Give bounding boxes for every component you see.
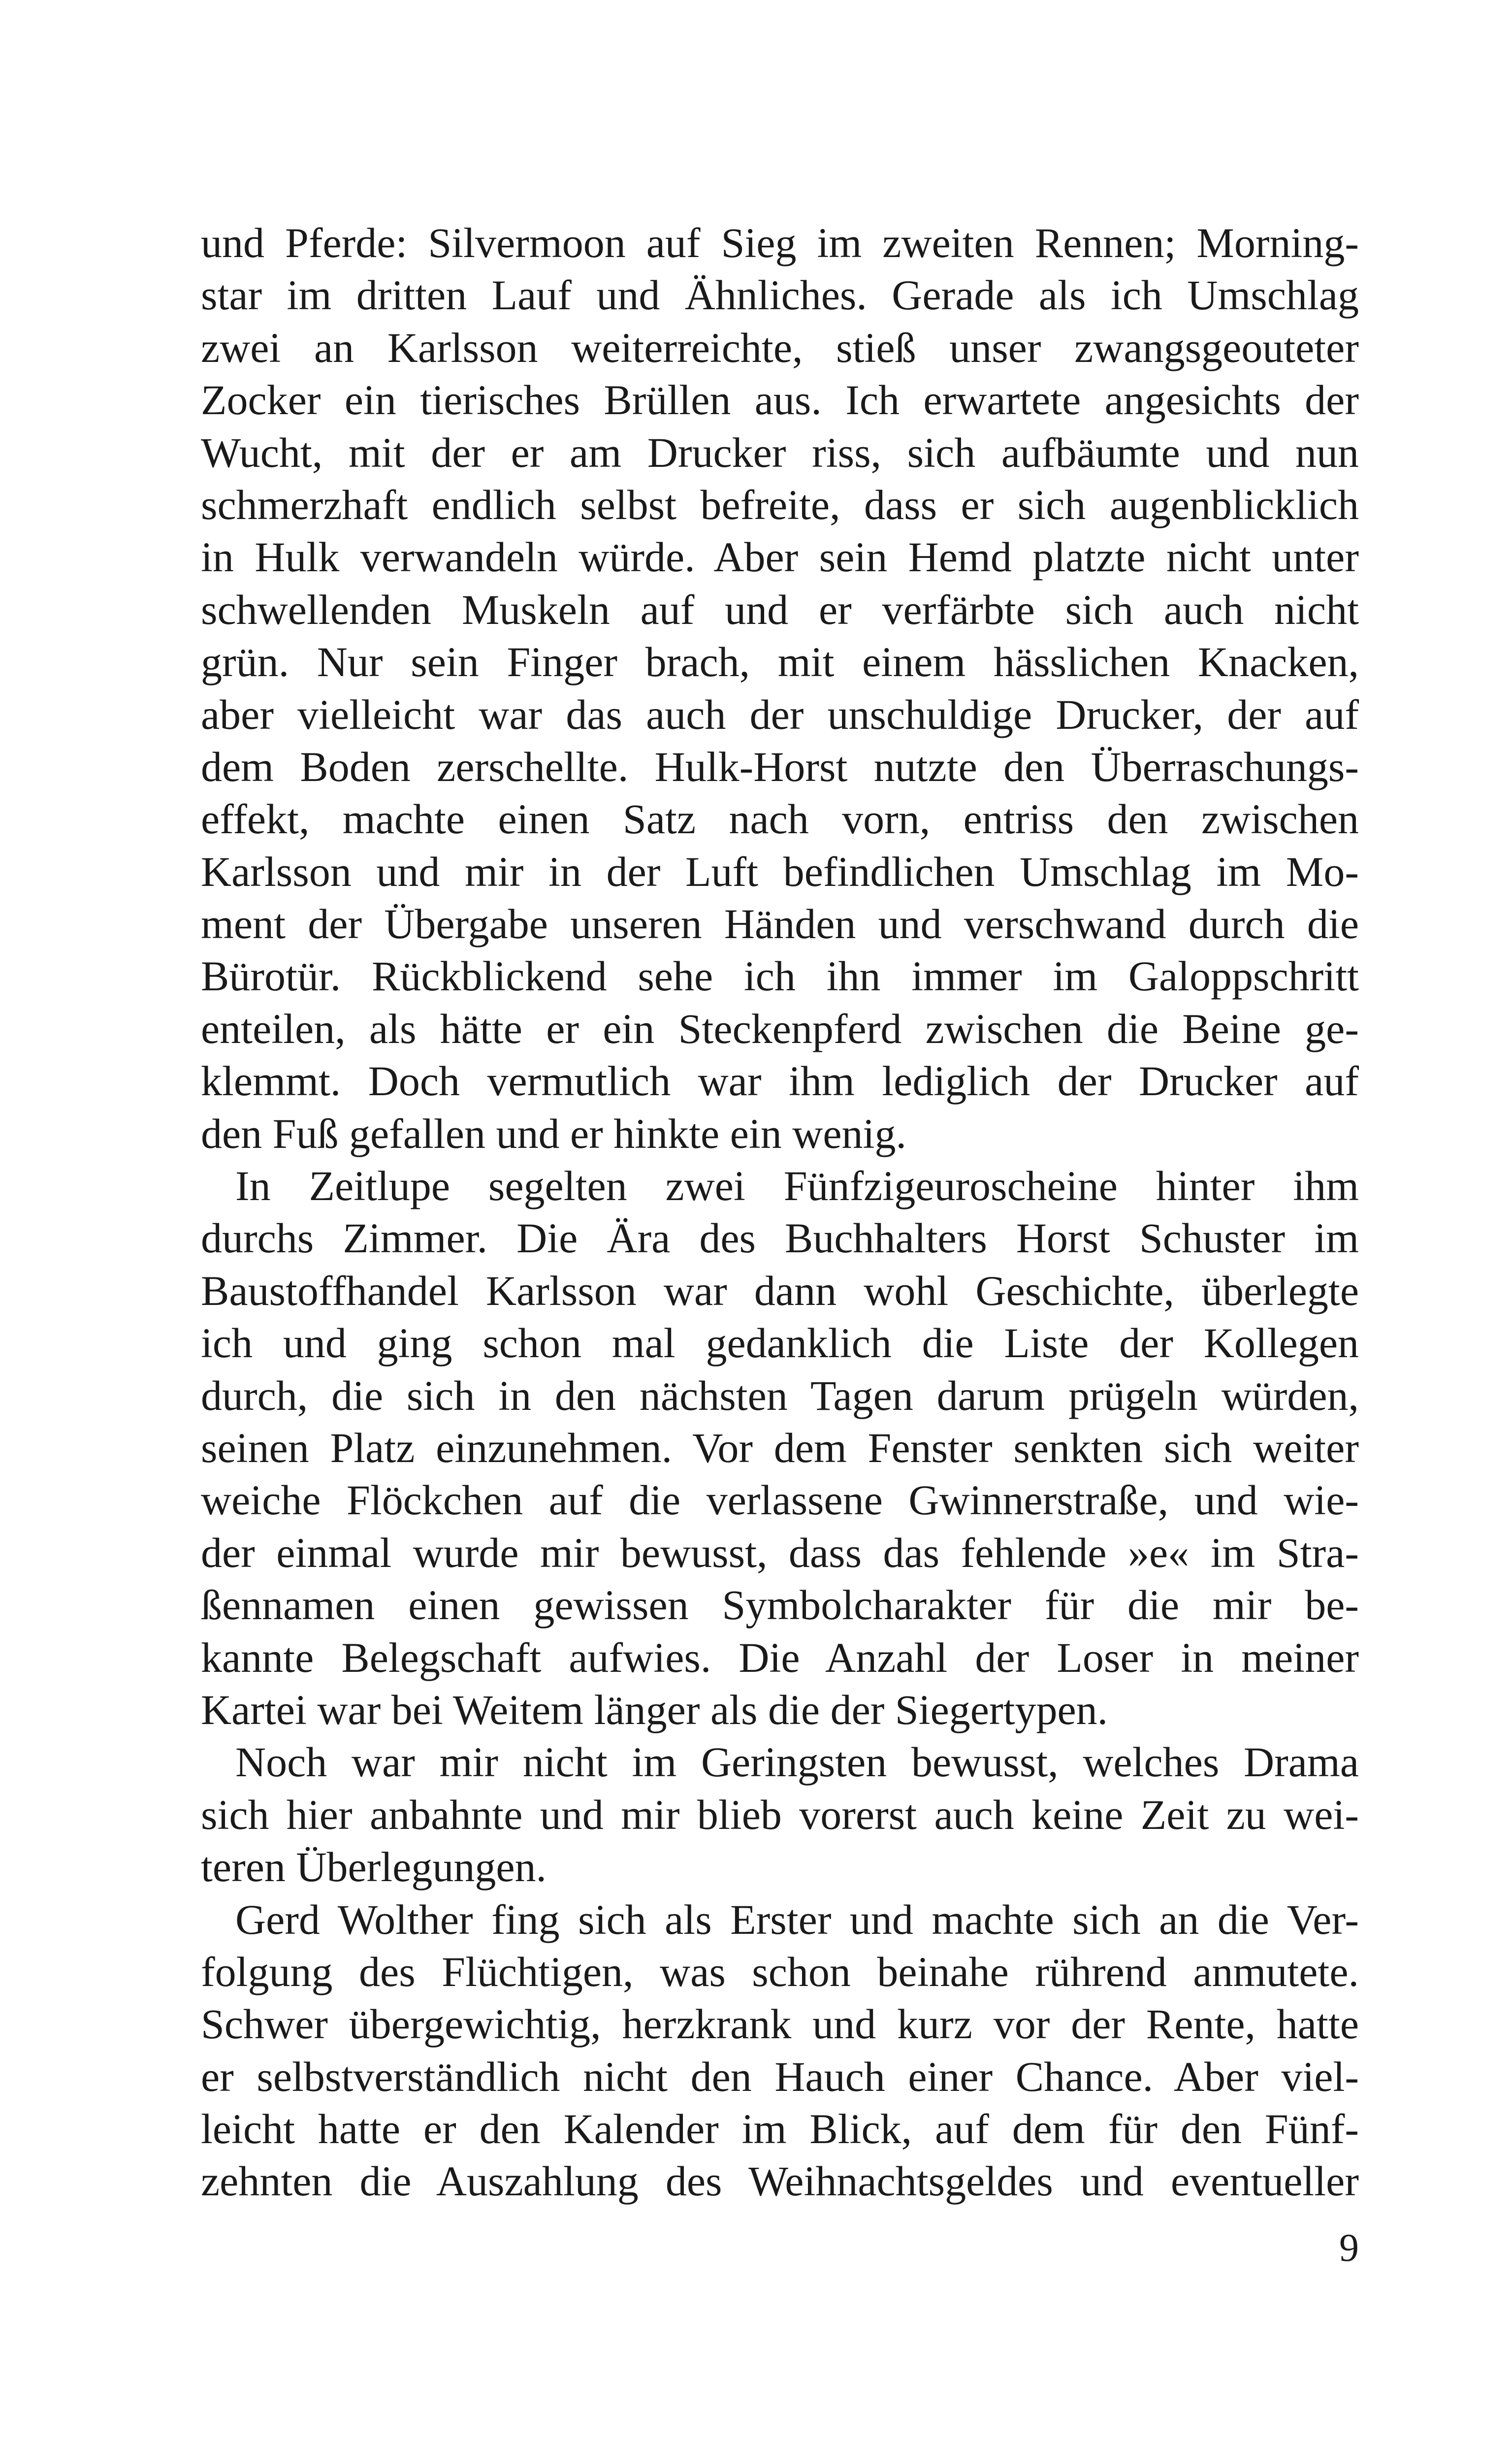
- text-line: der einmal wurde mir bewusst, dass das fehlende »e« im Stra-: [201, 1529, 1359, 1576]
- text-line: Wucht, mit der er am Drucker riss, sich aufbäumte und nun: [201, 428, 1359, 476]
- text-line: schwellenden Muskeln auf und er verfärbte sich auch nicht: [201, 586, 1359, 633]
- text-line: in Hulk verwandeln würde. Aber sein Hemd platzte nicht unter: [201, 533, 1359, 581]
- text-line: durchs Zimmer. Die Ära des Buchhalters Horst Schuster im: [201, 1214, 1359, 1262]
- text-line: Baustoffhandel Karlsson war dann wohl Geschichte, überlegte: [201, 1267, 1359, 1314]
- text-line: Noch war mir nicht im Geringsten bewusst, welches Drama: [235, 1738, 1359, 1786]
- text-line: seinen Platz einzunehmen. Vor dem Fenster senkten sich weiter: [201, 1424, 1359, 1471]
- text-line: sich hier anbahnte und mir blieb vorerst auch keine Zeit zu wei-: [201, 1791, 1359, 1838]
- text-line: ich und ging schon mal gedanklich die Liste der Kollegen: [201, 1319, 1359, 1367]
- text-line: zehnten die Auszahlung des Weihnachtsgeldes und eventueller: [201, 2157, 1359, 2205]
- text-line: teren Überlegungen.: [201, 1843, 547, 1891]
- text-line: schmerzhaft endlich selbst befreite, dass er sich augenblicklich: [201, 481, 1359, 528]
- text-line: effekt, machte einen Satz nach vorn, entriss den zwischen: [201, 795, 1359, 843]
- text-line: kannte Belegschaft aufwies. Die Anzahl der Loser in meiner: [201, 1633, 1359, 1681]
- text-line: ment der Übergabe unseren Händen und verschwand durch die: [201, 900, 1359, 948]
- text-line: Schwer übergewichtig, herzkrank und kurz vor der Rente, hatte: [201, 2000, 1359, 2048]
- text-line: und Pferde: Silvermoon auf Sieg im zweiten Rennen; Morning-: [201, 219, 1359, 266]
- text-line: den Fuß gefallen und er hinkte ein wenig.: [201, 1109, 906, 1157]
- text-line: leicht hatte er den Kalender im Blick, auf dem für den Fünf-: [201, 2105, 1359, 2153]
- text-line: Karlsson und mir in der Luft befindlichen Umschlag im Mo-: [201, 847, 1359, 895]
- text-line: weiche Flöckchen auf die verlassene Gwinnerstraße, und wie-: [201, 1476, 1359, 1524]
- text-line: klemmt. Doch vermutlich war ihm lediglich der Drucker auf: [201, 1057, 1359, 1105]
- text-line: enteilen, als hätte er ein Steckenpferd zwischen die Beine ge-: [201, 1005, 1359, 1052]
- text-line: zwei an Karlsson weiterreichte, stieß unser zwangsgeouteter: [201, 324, 1359, 371]
- text-line: dem Boden zerschellte. Hulk-Horst nutzte den Überraschungs-: [201, 743, 1359, 790]
- page-number: 9: [1339, 2226, 1359, 2270]
- text-line: Bürotür. Rückblickend sehe ich ihn immer im Galoppschritt: [201, 952, 1359, 1000]
- text-line: Gerd Wolther fing sich als Erster und machte sich an die Ver-: [235, 1895, 1359, 1943]
- text-line: star im dritten Lauf und Ähnliches. Gerade als ich Umschlag: [201, 271, 1359, 319]
- text-line: durch, die sich in den nächsten Tagen darum prügeln würden,: [201, 1371, 1359, 1419]
- text-line: ßennamen einen gewissen Symbolcharakter für die mir be-: [201, 1581, 1359, 1629]
- text-line: aber vielleicht war das auch der unschuldige Drucker, der auf: [201, 690, 1359, 738]
- text-line: In Zeitlupe segelten zwei Fünfzigeuroscheine hinter ihm: [235, 1162, 1359, 1210]
- text-line: folgung des Flüchtigen, was schon beinahe rührend anmutete.: [201, 1948, 1359, 1995]
- text-line: grün. Nur sein Finger brach, mit einem hässlichen Knacken,: [201, 638, 1359, 686]
- text-line: Kartei war bei Weitem länger als die der Siegertypen.: [201, 1686, 1108, 1733]
- text-line: Zocker ein tierisches Brüllen aus. Ich erwartete angesichts der: [201, 376, 1359, 424]
- text-line: er selbstverständlich nicht den Hauch einer Chance. Aber viel-: [201, 2052, 1359, 2100]
- body-text: [201, 217, 1359, 2208]
